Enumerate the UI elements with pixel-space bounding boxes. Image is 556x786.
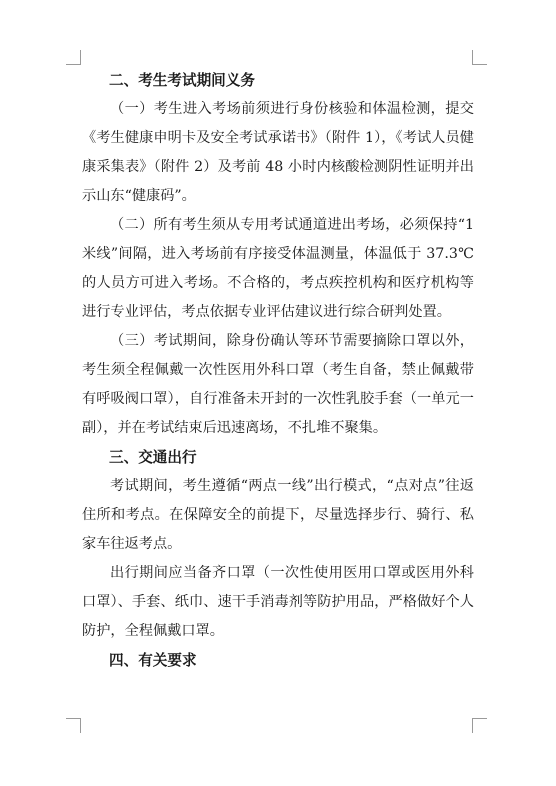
section-heading-requirements: 四、有关要求 xyxy=(109,652,197,669)
paragraph-entry-temperature: （二）所有考生须从专用考试通道进出考场，必须保持“1 米线”间隔，进入考场前有序接受体温测量，体温低于 37.3℃的人员方可进入考场。不合格的，考点疾控机构和医疗机构等进行专业评估，考点依据专业评估建议进行综合研判处置。 xyxy=(82,217,474,320)
margin-corner-bottom-left xyxy=(66,718,81,733)
paragraph-mask-requirement: （三）考试期间，除身份确认等环节需要摘除口罩以外，考生须全程佩戴一次性医用外科口罩（考生自备，禁止佩戴带有呼吸阀口罩），自行准备未开封的一次性乳胶手套（一单元一副），并在考试结束后迅速离场，不扎堆不聚集。 xyxy=(82,333,474,436)
paragraph-identity-check: （一）考生进入考场前须进行身份核验和体温检测，提交《考生健康申明卡及安全考试承诺书》（附件 1），《考试人员健康采集表》（附件 2）及考前 48 小时内核酸检测阴性证明并出示山东“健康码”。 xyxy=(82,101,474,204)
margin-corner-top-left xyxy=(66,50,81,65)
document-body xyxy=(82,66,474,675)
section-heading-transport: 三、交通出行 xyxy=(109,449,197,466)
paragraph-protective-supplies: 出行期间应当备齐口罩（一次性使用医用口罩或医用外科口罩）、手套、纸巾、速干手消毒剂等防护用品，严格做好个人防护，全程佩戴口罩。 xyxy=(82,565,474,639)
margin-corner-top-right xyxy=(472,50,487,65)
paragraph-travel-mode: 考试期间，考生遵循“两点一线”出行模式，“点对点”往返住所和考点。在保障安全的前提下，尽量选择步行、骑行、私家车往返考点。 xyxy=(82,478,474,552)
section-heading-duties: 二、考生考试期间义务 xyxy=(109,72,255,89)
margin-corner-bottom-right xyxy=(472,718,487,733)
